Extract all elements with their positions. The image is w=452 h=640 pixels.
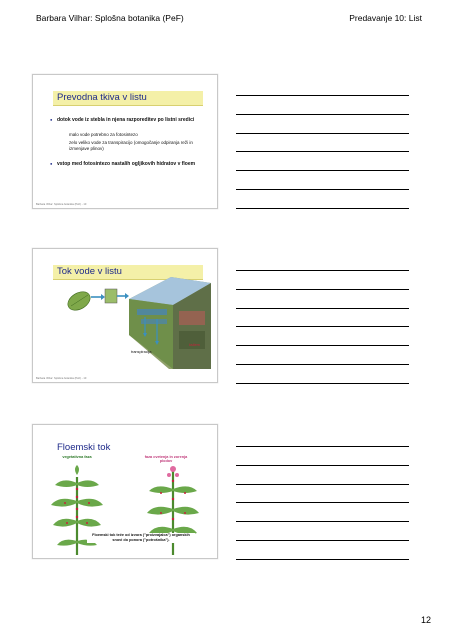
slide-footer: Barbara Vilhar: Splošna botanika (PeF) - 10: [36, 203, 87, 206]
note-line: [236, 208, 409, 209]
slide-title: Tok vode v listu: [57, 266, 122, 277]
note-line: [236, 308, 409, 309]
leaf-section-zoom: [105, 289, 117, 303]
note-line: [236, 151, 409, 152]
flowering-phase-label: faza cvetenja in zorenja plodov: [144, 455, 188, 463]
leaf-water-flow-diagram: [33, 249, 217, 382]
transpiration-label: transpiracija: [131, 350, 152, 354]
sub-bullet-item: malo vode potrebno za fotosintezo: [69, 132, 138, 137]
note-line: [236, 270, 409, 271]
xylem-label: ksilem: [189, 343, 200, 347]
bullet-item: ● dotok vode iz stebla in njena razporeditev po listni sredici: [57, 117, 197, 123]
note-line: [236, 289, 409, 290]
note-line: [236, 446, 409, 447]
note-line: [236, 114, 409, 115]
note-line: [236, 326, 409, 327]
note-line: [236, 540, 409, 541]
sub-bullet-item: zelo veliko vode za transpiracijo (omogočanje odpiranja reži in izmenjave plinov): [69, 140, 193, 151]
note-line: [236, 465, 409, 466]
slide-title: Floemski tok: [57, 442, 111, 453]
slide-3: [32, 424, 218, 559]
slide-2: [32, 248, 218, 383]
header-course: Barbara Vilhar: Splošna botanika (PeF): [36, 13, 184, 23]
bullet-item: ● vstop med fotosintezo nastalih ogljikovih hidratov v floem: [57, 161, 197, 167]
phloem-caption: Floemski tok teče od izvora ("proizvajalca") organskih snovi do ponora ("potrošnika").: [87, 533, 195, 543]
note-line: [236, 133, 409, 134]
vegetative-phase-label: vegetativna faza: [62, 455, 92, 459]
note-line: [236, 521, 409, 522]
slide-title: Prevodna tkiva v listu: [57, 92, 147, 103]
leaf-icon: [65, 288, 94, 314]
note-line: [236, 345, 409, 346]
slide-1: [32, 74, 218, 209]
leaf-cross-section: [129, 277, 211, 369]
header-lecture: Predavanje 10: List: [349, 13, 422, 23]
note-line: [236, 484, 409, 485]
note-line: [236, 95, 409, 96]
note-line: [236, 502, 409, 503]
note-line: [236, 170, 409, 171]
note-line: [236, 383, 409, 384]
slide-footer: Barbara Vilhar: Splošna botanika (PeF) - 10: [36, 377, 87, 380]
note-line: [236, 364, 409, 365]
page-number: 12: [420, 615, 431, 625]
note-line: [236, 189, 409, 190]
note-line: [236, 559, 409, 560]
